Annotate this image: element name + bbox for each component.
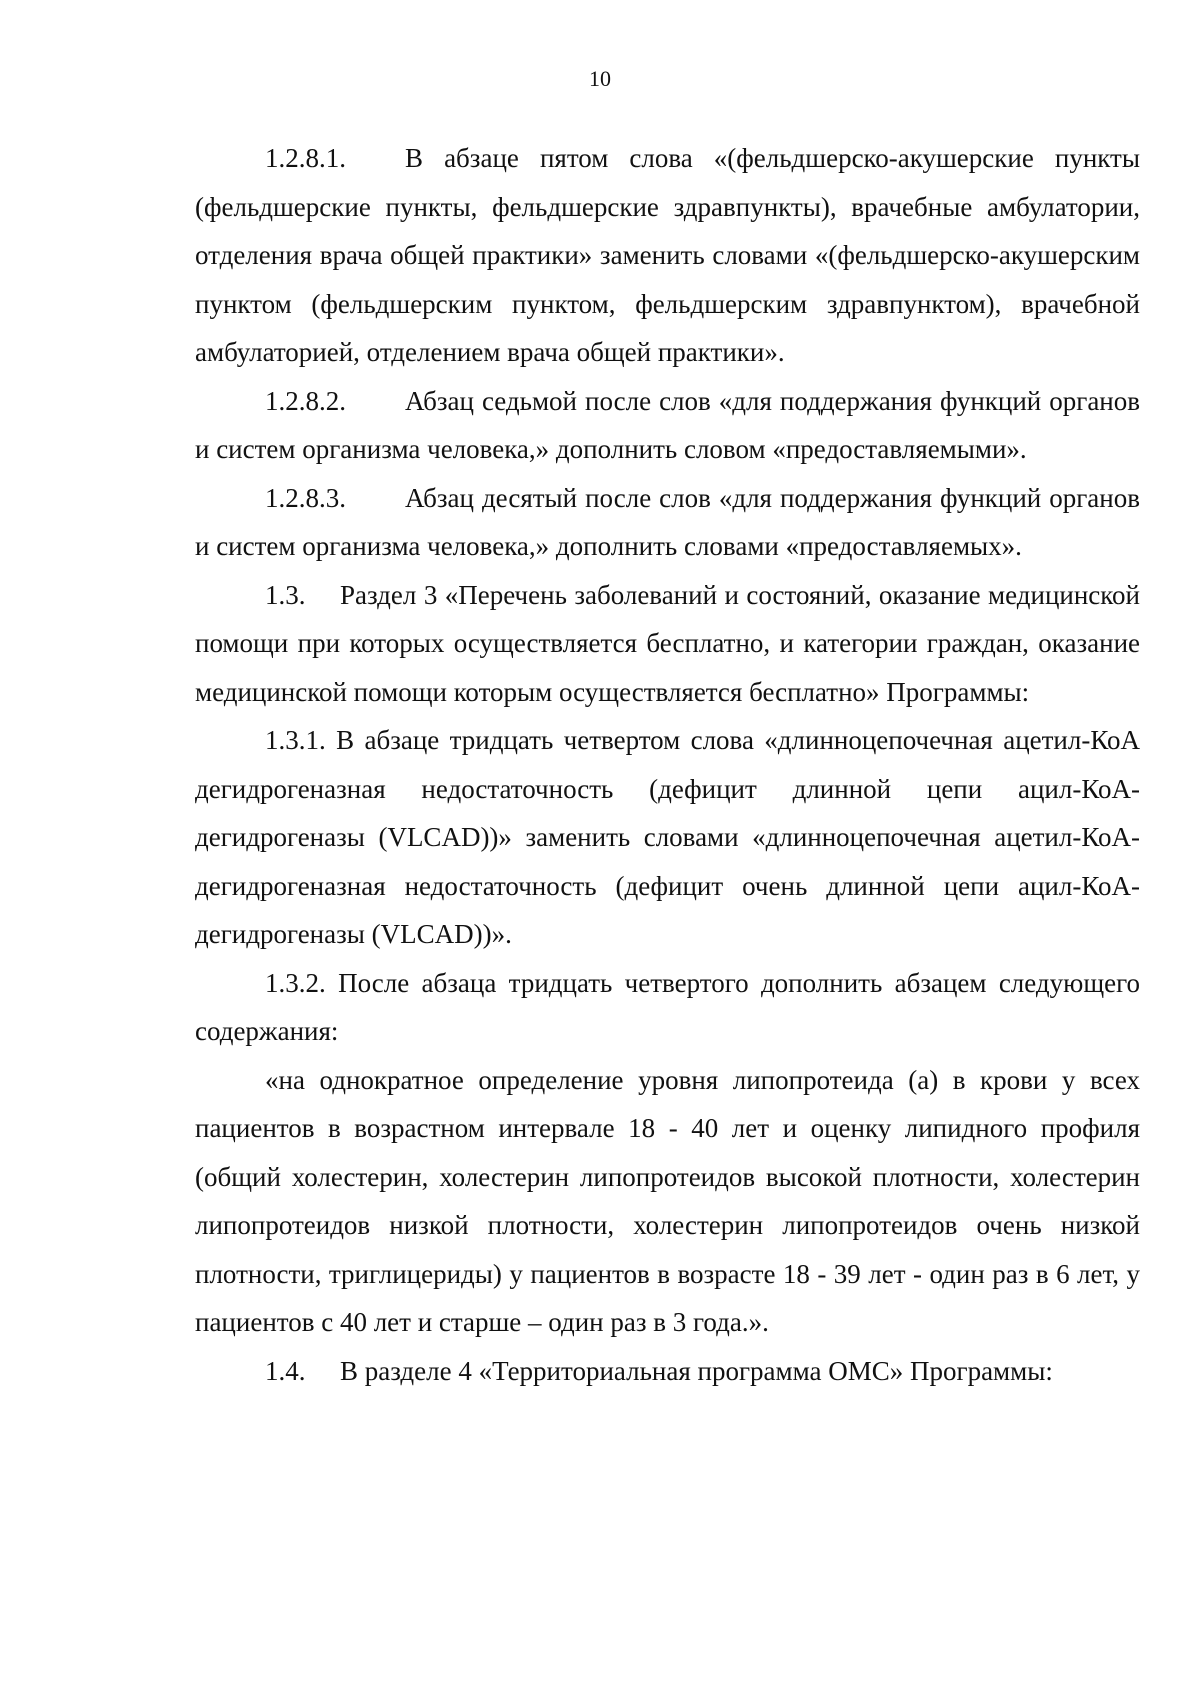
paragraph-1-3 <box>195 571 1140 717</box>
paragraph-1-2-8-3 <box>195 474 1140 571</box>
clause-number: 1.3.1. <box>265 725 326 755</box>
paragraph-text: После абзаца тридцать четвертого дополнить абзацем следующего содержания: <box>195 967 1140 1046</box>
paragraph-quote <box>195 1056 1140 1347</box>
document-body <box>195 134 1140 1395</box>
paragraph-1-2-8-2 <box>195 377 1140 474</box>
paragraph-text: В разделе 4 «Территориальная программа ОМС» Программы: <box>340 1355 1053 1386</box>
clause-number: 1.3.2. <box>265 967 326 998</box>
paragraph-1-3-2 <box>195 959 1140 1056</box>
paragraph-1-4 <box>195 1347 1140 1396</box>
paragraph-text: Абзац седьмой после слов «для поддержания функций органов и систем организма человека,» дополнить словом «предоставляемыми». <box>195 385 1140 464</box>
paragraph-text: Абзац десятый после слов «для поддержания функций органов и систем организма человека,» дополнить словами «предоставляемых». <box>195 482 1140 561</box>
clause-number: 1.4. <box>265 1355 306 1386</box>
paragraph-text: В абзаце пятом слова «(фельдшерско-акушерские пункты (фельдшерские пункты, фельдшерские здравпункты), врачебные амбулатории, отделения врача общей практики» заменить словами «(фельдшерско-акушерским пунктом (фельдшерским пунктом, фельдшерским здравпунктом), врачебной амбулаторией, отделением врача общей практики». <box>195 143 1140 367</box>
clause-number: 1.2.8.1. <box>265 143 346 173</box>
clause-number: 1.2.8.2. <box>265 385 346 416</box>
paragraph-1-2-8-1 <box>195 134 1140 377</box>
paragraph-text: «на однократное определение уровня липопротеида (а) в крови у всех пациентов в возрастном интервале 18 - 40 лет и оценку липидного профиля (общий холестерин, холестерин липопротеидов высокой плотности, холестерин липопротеидов низкой плотности, холестерин липопротеидов очень низкой плотности, триглицериды) у пациентов в возрасте 18 - 39 лет - один раз в 6 лет, у пациентов с 40 лет и старше – один раз в 3 года.». <box>195 1064 1140 1337</box>
clause-number: 1.2.8.3. <box>265 482 346 513</box>
clause-number: 1.3. <box>265 579 306 610</box>
paragraph-1-3-1 <box>195 716 1140 959</box>
page-number: 10 <box>589 66 611 91</box>
paragraph-text: В абзаце тридцать четвертом слова «длинноцепочечная ацетил-КоА дегидрогеназная недостаточность (дефицит длинной цепи ацил-КоА-дегидрогеназы (VLCAD))» заменить словами «длинноцепочечная ацетил-КоА-дегидрогеназная недостаточность (дефицит очень длинной цепи ацил-КоА-дегидрогеназы (VLCAD))». <box>195 725 1141 949</box>
paragraph-text: Раздел 3 «Перечень заболеваний и состояний, оказание медицинской помощи при которых осуществляется бесплатно, и категории граждан, оказание медицинской помощи которым осуществляется бесплатно» Программы: <box>195 579 1140 707</box>
